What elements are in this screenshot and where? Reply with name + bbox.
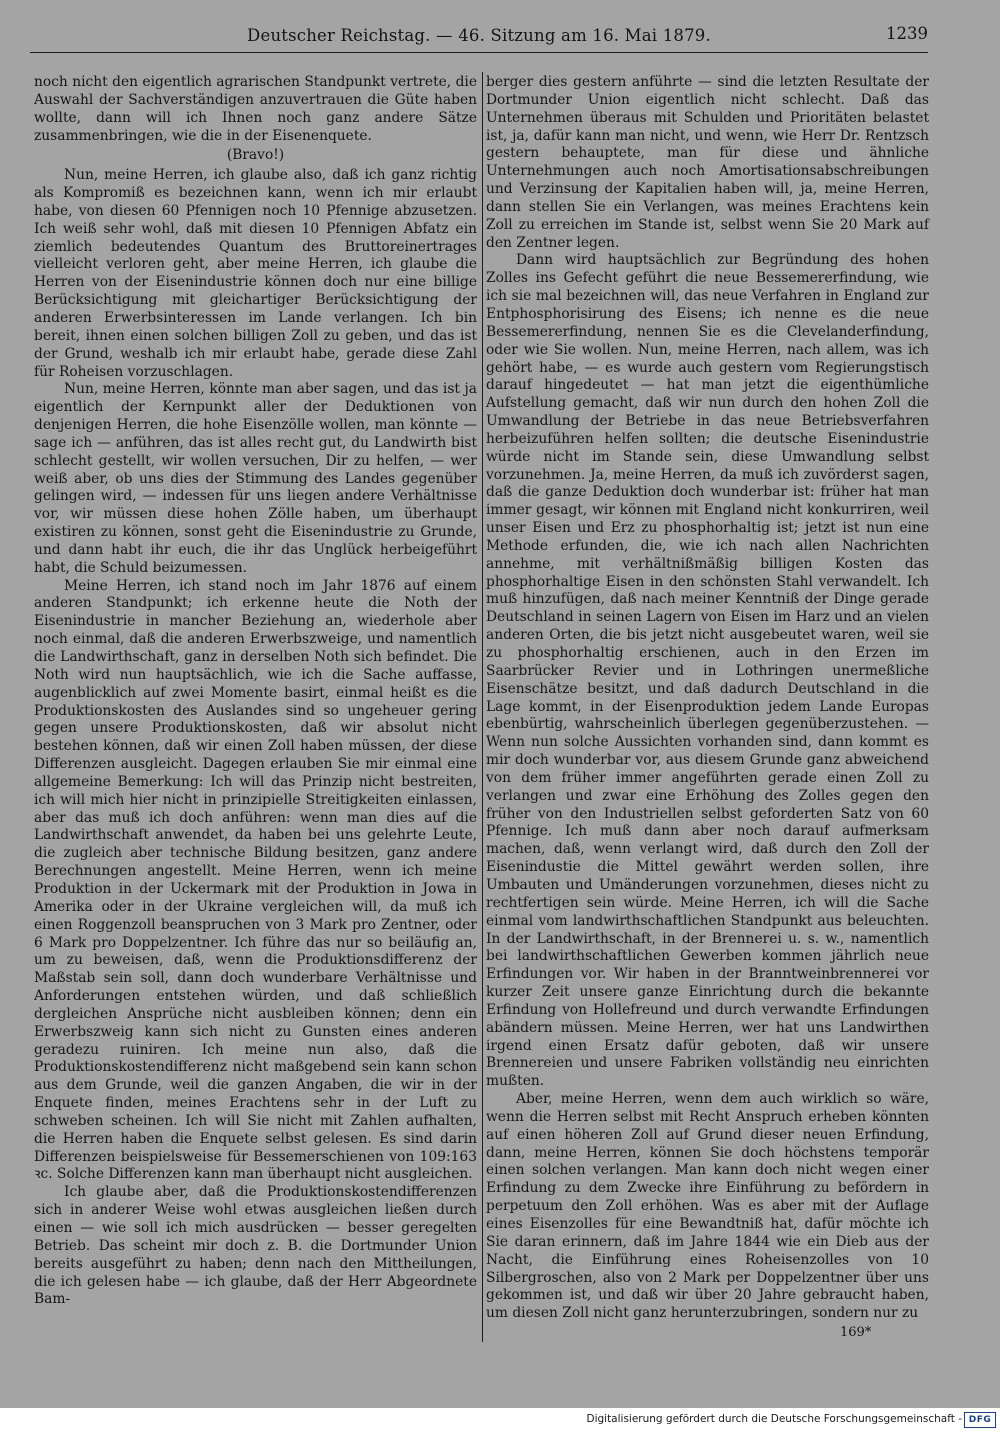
paragraph: Aber, meine Herren, wenn dem auch wirklich so wäre, wenn die Herren selbst mit Recht Anspruch erheben könnten auf einen höheren Zoll auf Grund dieser neuen Erfindung, dann, meine Herren, können Sie doch höchstens temporär einen solchen verlangen. Man kann doch nicht wegen einer Erfindung zu dem Zwecke ihre Einführung zu befördern in perpetuum den Zoll erhöhen. Was es aber mit der Auflage eines Eisenzolles für eine Bewandtniß hat, dafür möchte ich Sie daran erinnern, daß im Jahre 1844 wie ein Dieb aus der Nacht, die Einführung eines Roheisenzolles von 10 Silbergroschen, also von 2 Mark per Doppelzentner über uns gekommen ist, und daß wir über 20 Jahre gebraucht haben, um diesen Zoll nicht ganz herunterzubringen, sondern nur zu — [486, 1091, 929, 1322]
left-column — [34, 74, 477, 1309]
right-column — [486, 74, 929, 1323]
paragraph: Meine Herren, ich stand noch im Jahr 1876 auf einem anderen Standpunkt; ich erkenne heute die Noth der Eisenindustrie in mancher Beziehung an, wiederhole aber noch einmal, daß die anderen Erwerbszweige, und namentlich die Landwirthschaft, ganz in derselben Noth sich befindet. Die Noth wird nun hauptsächlich, wie ich die Sache auffasse, augenblicklich auf zwei Momente basirt, einmal heißt es die Produktionskosten des Auslandes sind so ungeheuer gering gegen unsere Produktionskosten, daß wir absolut nicht bestehen können, daß wir einen Zoll haben müssen, der diese Differenzen ausgleicht. Dagegen erlauben Sie mir einmal eine allgemeine Bemerkung: Ich will das Prinzip nicht bestreiten, ich will mich hier nicht in prinzipielle Streitigkeiten einlassen, aber das muß ich doch anführen: wenn man dies auf die Landwirthschaft anwendet, da haben bei uns gelehrte Leute, die zugleich aber technische Bildung besitzen, ganz andere Berechnungen angestellt. Meine Herren, wenn ich meine Produktion in der Uckermark mit der Produktion in Jowa in Amerika oder in der Ukraine vergleichen will, da muß ich einen Roggenzoll beanspruchen von 3 Mark pro Zentner, oder 6 Mark pro Doppelzentner. Ich führe das nur so beiläufig an, um zu beweisen, daß, wenn die Produktionsdifferenz der Maßstab sein soll, dann doch wunderbare Verhältnisse und Anforderungen entstehen würden, und daß schließlich dergleichen Ansprüche nicht ausbleiben können; denn ein Erwerbszweig kann sich nicht zu Gunsten eines anderen geradezu ruiniren. Ich meine nun also, daß die Produktionskostendifferenz nicht maßgebend sein kann schon aus dem Grunde, weil die ganzen Angaben, die wir in der Enquete finden, meines Erachtens sehr in der Luft zu schweben scheinen. Ich will Sie nicht mit Zahlen aufhalten, die Herren haben die Enquete selbst gelesen. Es sind darin Differenzen beispielsweise für Bessemerschienen von 109:163 ꝛc. Solche Differenzen kann man überhaupt nicht ausgleichen. — [34, 577, 477, 1183]
running-title: Deutscher Reichstag. — 46. Sitzung am 16. Mai 1879. — [247, 26, 711, 45]
funding-credit: Digitalisierung gefördert durch die Deutsche Forschungsgemeinschaft - — [586, 1413, 962, 1425]
paragraph: Dann wird hauptsächlich zur Begründung des hohen Zolles ins Gefecht geführt die neue Bessemererfindung, wie ich sie mal bezeichnen will, das neue Verfahren in England zur Entphosphorisirung des Eisens; ich nenne es die neue Bessemererfindung, nennen Sie es die Clevelanderfindung, oder wie Sie wollen. Nun, meine Herren, nach allem, was ich gehört habe, — es wurde auch gestern vom Regierungstisch darauf hingedeutet — hat man jetzt die eigenthümliche Aufstellung gemacht, daß wir nun durch den hohen Zoll die Umwandlung der Betriebe in das neue Betriebsverfahren herbeizuführen helfen sollten; die deutsche Eisenindustrie würde nicht im Stande sein, diese Umwandlung selbst vorzunehmen. Ja, meine Herren, da muß ich zuvörderst sagen, daß die ganze Deduktion doch wunderbar ist: früher hat man immer gesagt, wir können mit England nicht konkurriren, weil unser Eisen und Erz zu phosphorhaltig ist; jetzt ist nun eine Methode erfunden, die, wie ich nach allen Nachrichten annehme, mit verhältnißmäßig billigen Kosten das phosphorhaltige Eisen in den schönsten Stahl verwandelt. Ich muß hinzufügen, daß nach meiner Kenntniß der Dinge gerade Deutschland in seinen Lagern von Eisen im Harz und an vielen anderen Orten, die bis jetzt nicht ausgebeutet waren, weil sie zu phosphorhaltig erschienen, auch in den Erzen im Saarbrücker Revier und in Lothringen unermeßliche Eisenschätze besitzt, und daß dadurch Deutschland in die Lage kommt, in der Eisenproduktion jedem Lande Europas ebenbürtig, wahrscheinlich überlegen gegenüberzustehen. — Wenn nun solche Aussichten vorhanden sind, dann kommt es mir doch wunderbar vor, aus diesem Grunde ganz abweichend von dem früher immer angeführten gerade einen Zoll zu verlangen und zwar eine Erhöhung des Zolles gegen den früher von den Industriellen selbst geforderten Satz von 60 Pfennige. Ich muß dann aber noch darauf aufmerksam machen, daß, wenn verlangt wird, daß durch den Zoll der Eisenindustie die Mittel gewährt werden sollen, ihre Umbauten und Umänderungen vorzunehmen, dieses nicht zu rechtfertigen sein würde. Meine Herren, ich will die Sache einmal vom landwirthschaftlichen Standpunkt aus beleuchten. In der Landwirthschaft, in der Brennerei u. s. w., namentlich bei landwirthschaftlichen Gewerben kommen jährlich neue Erfindungen vor. Wir haben in der Branntweinbrennerei vor kurzer Zeit unsere ganze Einrichtung durch die bekannte Erfindung von Hollefreund und durch verwandte Erfindungen abändern müssen. Meine Herren, wer hat uns Landwirthen irgend einen Ersatz dafür geboten, daß wir unsere Brennereien und unsere Fabriken vollständig neu einrichten mußten. — [486, 252, 929, 1090]
page-header — [30, 22, 928, 53]
paragraph: noch nicht den eigentlich agrarischen Standpunkt vertrete, die Auswahl der Sachverständigen anzuvertrauen die Güte haben wollte, dann will ich Ihnen noch ganz andere Sätze zusammenbringen, wie die in der Eisenenquete. — [34, 74, 477, 144]
printer-signature: 169* — [840, 1325, 872, 1340]
dfg-logo: DFG — [964, 1412, 996, 1428]
column-divider — [482, 72, 483, 1342]
paragraph: Ich glaube aber, daß die Produktionskostendifferenzen sich in anderer Weise wohl etwas ausgleichen ließen durch einen — wie soll ich mich ausdrücken — besser geregelten Betrieb. Das scheint mir doch z. B. die Dortmunder Union bereits ausgeführt zu haben; denn nach den Mittheilungen, die ich gelesen habe — ich glaube, daß der Herr Abgeordnete Bam- — [34, 1184, 477, 1308]
paragraph: Nun, meine Herren, ich glaube also, daß ich ganz richtig als Kompromiß es bezeichnen kann, wenn ich mir erlaubt habe, von diesen 60 Pfennigen noch 10 Pfennige abzusetzen. Ich weiß sehr wohl, daß mit diesen 10 Pfennigen Abfatz ein ziemlich bedeutendes Quantum des Bruttoreinertrages vielleicht verloren geht, aber meine Herren, ich glaube die Herren von der Eisenindustrie können doch nur eine billige Berücksichtigung mit gleichartiger Berücksichtigung der anderen Erwerbsinteressen im Lande verlangen. Ich bin bereit, ihnen einen solchen billigen Zoll zu geben, und das ist der Grund, weshalb ich mir erlaubt habe, gerade diese Zahl für Roheisen vorzuschlagen. — [34, 167, 477, 380]
page-number: 1239 — [886, 24, 928, 43]
paragraph: berger dies gestern anführte — sind die letzten Resultate der Dortmunder Union eigentlich nicht schlecht. Daß das Unternehmen überaus mit Schulden und Prioritäten belastet ist, ja, dafür kann man nicht, und wenn, wie Herr Dr. Rentzsch gestern behauptete, man für diese und ähnliche Unternehmungen auch noch Amortisationsabschreibungen und Verzinsung der Kapitalien haben will, ja, meine Herren, dann stellen Sie ein Verlangen, was meines Erachtens kein Zoll zu erreichen im Stande ist, selbst wenn Sie 20 Mark auf den Zentner legen. — [486, 74, 929, 251]
interjection: (Bravo!) — [226, 147, 285, 164]
paragraph: Nun, meine Herren, könnte man aber sagen, und das ist ja eigentlich der Kernpunkt aller der Deduktionen von denjenigen Herren, die hohe Eisenzölle wollen, man könnte — sage ich — anführen, das ist alles recht gut, du Landwirth bist schlecht gestellt, wir wollen versuchen, Dir zu helfen, — wer weiß aber, ob uns dies der Stimmung des Landes gegenüber gelingen wird, — indessen für uns liegen andere Verhältnisse vor, wir müssen diese hohen Zölle haben, um überhaupt existiren zu können, sonst geht die Eisenindustrie zu Grunde, und dann habt ihr euch, die ihr das Unglück herbeigeführt habt, die Schuld beizumessen. — [34, 381, 477, 576]
